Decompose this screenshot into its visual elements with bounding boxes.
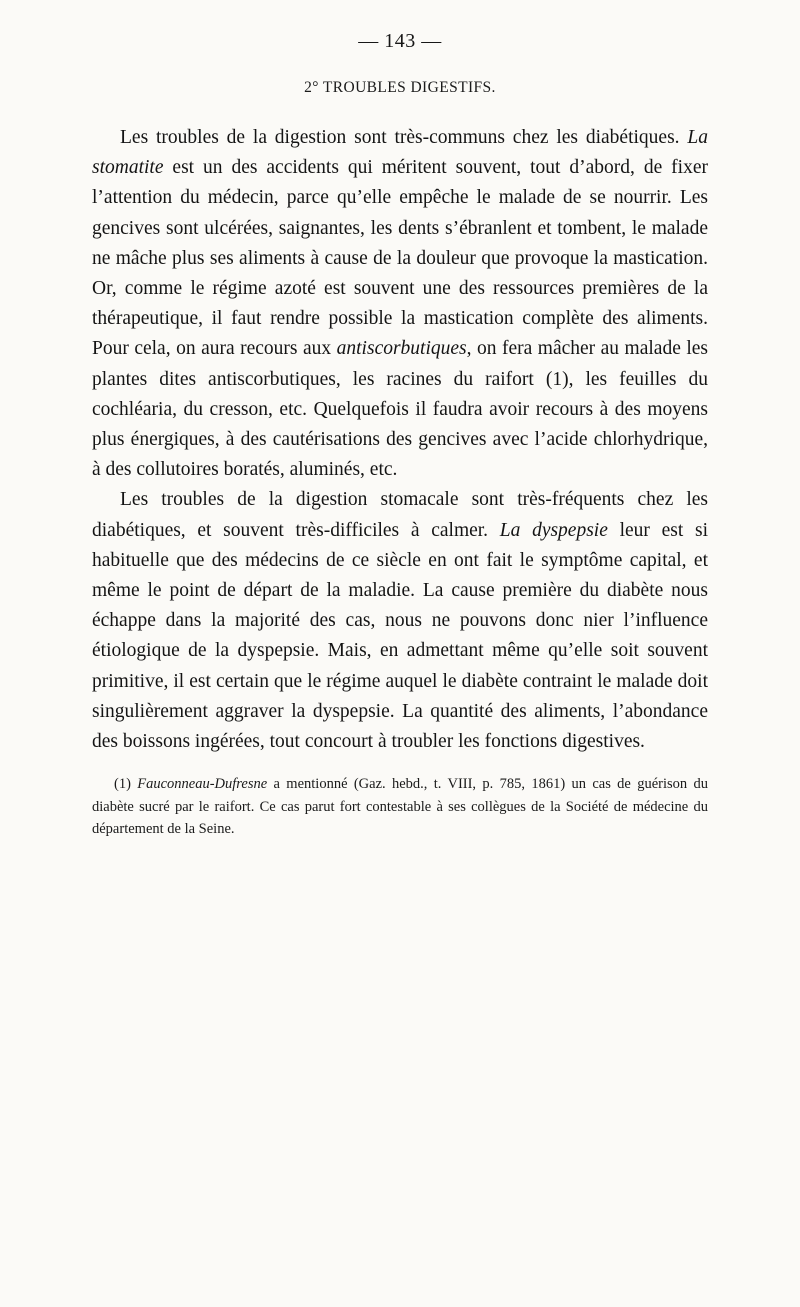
paragraph-2-italic-dyspepsie: La dyspepsie [499, 519, 608, 541]
page-number: — 143 — [358, 30, 442, 52]
paragraph-1-italic-stomatite: La stomatite [92, 127, 708, 179]
paragraph-1-italic-antiscorbutiques: antiscorbutiques [336, 338, 467, 360]
paragraph-1 [92, 123, 708, 485]
body-text [92, 123, 708, 757]
section-heading: 2° TROUBLES DIGESTIFS. [304, 79, 496, 96]
paragraph-1-text-c: , on fera mâcher au malade les plantes dites antiscorbutiques, les racines du raifort (1), les feuilles du cochléaria, du cresson, etc. Quelquefois il faudra avoir recours à des moyens plus énergiques, à des cautérisations des gencives avec l’acide chlorhydrique, à des collutoires boratés, aluminés, etc. [92, 338, 708, 481]
paragraph-1-text-a: Les troubles de la digestion sont très-communs chez les diabétiques. [120, 127, 688, 148]
footnote-1 [92, 773, 708, 841]
paragraph-2 [92, 485, 708, 757]
paragraph-2-text-b: leur est si habituelle que des médecins de ce siècle en ont fait le symptôme capital, et même le point de départ de la maladie. La cause première du diabète nous échappe dans la majorité des cas, nous ne pouvons donc nier l’influence étiologique de la dyspepsie. Mais, en admettant même qu’elle soit souvent primitive, il est certain que le régime auquel le diabète contraint le malade doit singulièrement aggraver la dyspepsie. La quantité des aliments, l’abondance des boissons ingérées, tout concourt à troubler les fonctions digestives. [92, 519, 708, 753]
page-content [92, 30, 708, 841]
footnote-author: Fauconneau-Dufresne [137, 776, 268, 793]
paragraph-1-text-b: est un des accidents qui méritent souvent, tout d’abord, de fixer l’attention du médecin, parce qu’elle empêche le malade de se nourrir. Les gencives sont ulcérées, saignantes, les dents s’ébranlent et tombent, le malade ne mâche plus ses aliments à cause de la douleur que provoque la mastication. Or, comme le régime azoté est souvent une des ressources premières de la thérapeutique, il faut rendre possible la mastication complète des aliments. Pour cela, on aura recours aux [92, 157, 708, 360]
footnote-text: a mentionné (Gaz. hebd., t. VIII, p. 785, 1861) un cas de guérison du diabète sucré par le raifort. Ce cas parut fort contestable à ses collègues de la Société de médecine du département de la Seine. [92, 776, 708, 838]
footnote-marker: (1) [114, 776, 138, 793]
paragraph-2-text-a: Les troubles de la digestion stomacale sont très-fréquents chez les diabétiques, et souvent très-difficiles à calmer. [92, 489, 708, 541]
footnotes [92, 773, 708, 841]
